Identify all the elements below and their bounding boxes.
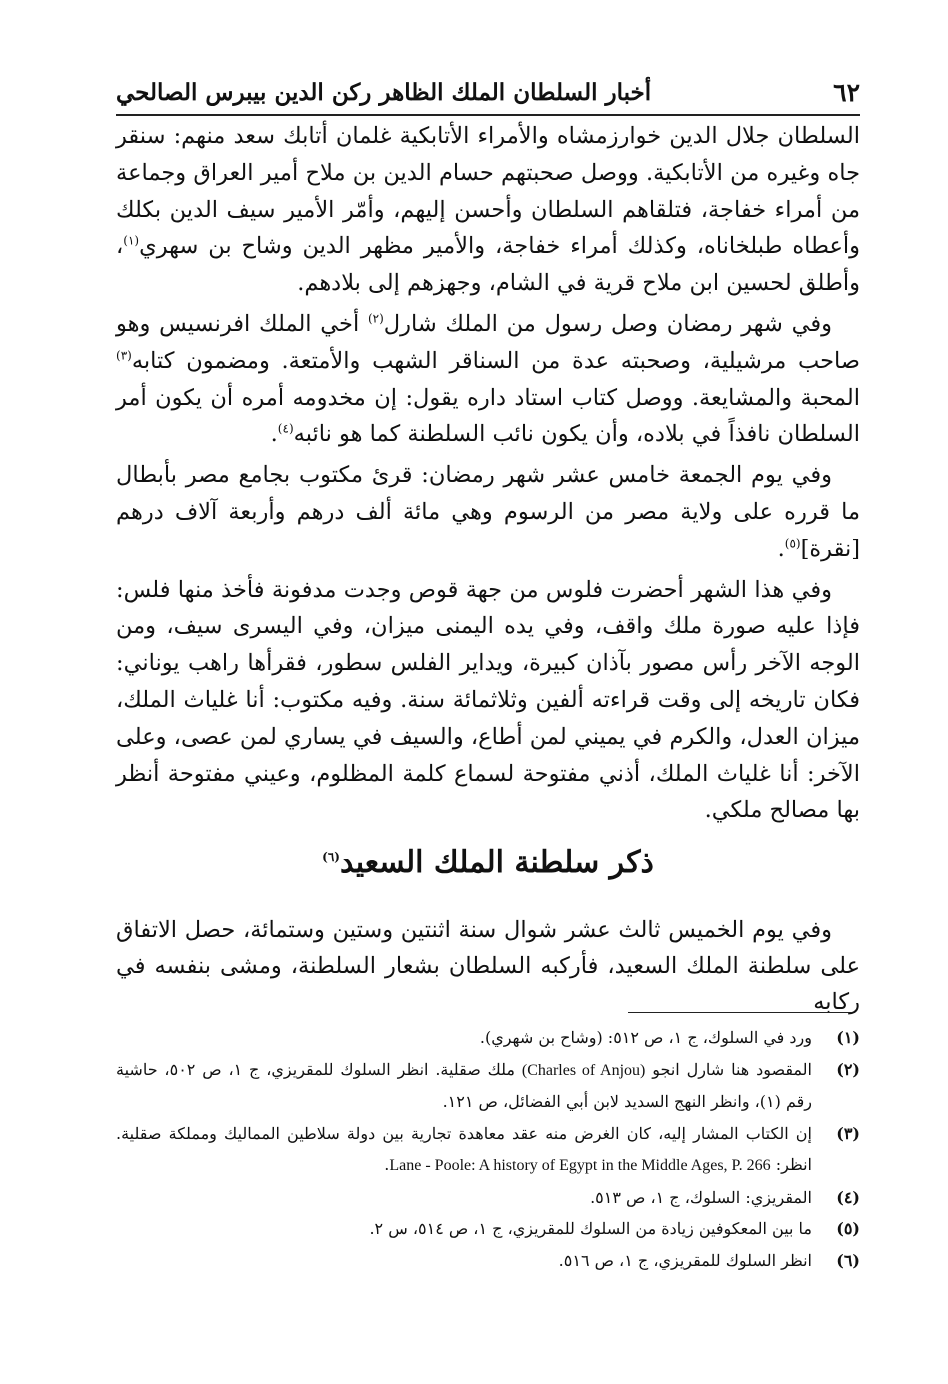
paragraph-1-part-a: السلطان جلال الدين خوارزمشاه والأمراء الأتابكية غلمان أتابك سعد منهم: سنقر جاه وغيره من الأتابكية. ووصل صحبتهم حسام الدين بن ملاح أمير العراق وجماعة من أمراء خفاجة، فتلقاهم السلطان وأحسن إليهم، وأمّر الأمير سيف الدين بكلك وأعطاه طبلخاناه، وكذلك أمراء خفاجة، والأمير مظهر الدين وشاح بن سهري (116, 123, 860, 260)
paragraph-1-part-b: ، وأطلق لحسين ابن ملاح قرية في الشام، وجهزهم إلى بلادهم. (116, 233, 860, 297)
footnotes (116, 1022, 860, 1276)
main-text (116, 118, 860, 829)
footnote-text (116, 1118, 812, 1182)
footnote-text: المقريزي: السلوك، ج ١، ص ٥١٣. (590, 1187, 812, 1207)
section-heading-text: ذكر سلطنة الملك السعيد (339, 845, 654, 880)
footnote-text-part-a: المقصود هنا شارل انجو (645, 1059, 812, 1079)
paragraph-3-part-b: . (777, 535, 785, 562)
footnote-4 (116, 1182, 860, 1214)
footnote-number: (٤) (836, 1187, 860, 1207)
footnote-text: ما بين المعكوفين زيادة من السلوك للمقريزي، ج ١، ص ٥١٤، س ٢. (369, 1219, 812, 1238)
page-number: ٦٢ (833, 77, 860, 107)
paragraph-2-part-d: . (270, 421, 278, 448)
paragraph-4: وفي هذا الشهر أحضرت فلوس من جهة قوص وجدت مدفونة فأخذ منها فلس: فإذا عليه صورة ملك واقف، وفي يده اليمنى ميزان، وفي اليسرى سيف، ومن الوجه الآخر رأس مصور بآذان كبيرة، ويداير الفلس سطور، فقرأها راهب يوناني: فكان تاريخه إلى وقت قراءته ألفين وثلاثمائة سنة. وفيه مكتوب: أنا غلياث الملك، ميزان العدل، والكرم في يميني لمن أطاع، والسيف في يساري لمن عصى، وعلى الآخر: أنا غلياث الملك، أذني مفتوحة لسماع كلمة المظلوم، وعيني مفتوحة أنظر بها مصالح ملكي. (116, 576, 860, 824)
footnote-number: (٦) (836, 1250, 860, 1270)
note-ref-6: (٦) (322, 850, 340, 864)
paragraph-2 (116, 306, 860, 453)
footnote-1 (116, 1022, 860, 1054)
paragraph-2-part-a: وفي شهر رمضان وصل رسول من الملك شارل (383, 310, 832, 337)
paragraph-3-part-a: وفي يوم الجمعة خامس عشر شهر رمضان: قرئ مكتوب بجامع مصر بأبطال ما قرره على ولاية مصر من الرسوم وهي مائة ألف درهم وأربعة آلاف درهم [نقرة] (116, 462, 860, 562)
footnote-number: (١) (836, 1028, 860, 1047)
paragraph-3 (116, 457, 860, 567)
note-ref-5: (٥) (784, 536, 801, 551)
footnote-latin-text: Lane - Poole: A history of Egypt in the Middle Ages, P. 266 (389, 1157, 771, 1174)
running-title: أخبار السلطان الملك الظاهر ركن الدين بيبرس الصالحي (116, 78, 652, 106)
paragraph-2-part-b: أخي الملك افرنسيس وهو صاحب مرشيلية، وصحبته عدة من السناقر الشهب والأمتعة. ومضمون كتابه (116, 310, 860, 374)
paragraph-1 (116, 118, 860, 302)
section-heading (116, 845, 860, 880)
footnote-latin-text: (Charles of Anjou) (521, 1061, 646, 1079)
footnote-text: ورد في السلوك، ج ١، ص ٥١٢: (وشاح بن شهري). (479, 1028, 812, 1047)
note-ref-4: (٤) (277, 421, 294, 436)
footnote-text-part-a: إن الكتاب المشار إليه، كان الغرض منه عقد معاهدة تجارية بين دولة سلاطين المماليك ومملكة صقلية. انظر: (116, 1123, 813, 1174)
footnote-text (116, 1054, 812, 1118)
footnote-number: (٢) (836, 1059, 860, 1079)
footnote-number: (٣) (836, 1123, 860, 1143)
footnote-text-part-b: . (384, 1155, 390, 1174)
section-paragraph-1: وفي يوم الخميس ثالث عشر شوال سنة اثنتين وستين وستمائة، حصل الاتفاق على سلطنة الملك السعيد، فأركبه السلطان بشعار السلطنة، ومشى بنفسه في ركابه (116, 917, 860, 1015)
footnote-text-part-b: ملك صقلية. انظر السلوك للمقريزي، ج ١، ص ٥٠٢، حاشية رقم (١)، وانظر النهج السديد لابن أبي الفضائل، ص ١٢١. (116, 1059, 812, 1111)
note-ref-3: (٣) (116, 348, 132, 363)
footnote-divider (628, 1012, 852, 1013)
paragraph-2-part-c: المحبة والمشايعة. ووصل كتاب استاد داره يقول: إن مخدومه أمره أن يكون أمر السلطان نافذاً في بلاده، وأن يكون نائب السلطنة كما هو نائبه (116, 384, 860, 448)
footnote-6 (116, 1245, 860, 1277)
footnote-text: انظر السلوك للمقريزي، ج ١، ص ٥١٦. (558, 1250, 812, 1270)
footnote-2 (116, 1054, 860, 1118)
section-text (116, 912, 860, 1020)
footnote-number: (٥) (836, 1219, 860, 1238)
page-header (116, 70, 860, 116)
note-ref-1: (١) (123, 233, 140, 248)
note-ref-2: (٢) (367, 311, 384, 326)
footnote-5 (116, 1213, 860, 1245)
footnote-3 (116, 1118, 860, 1182)
